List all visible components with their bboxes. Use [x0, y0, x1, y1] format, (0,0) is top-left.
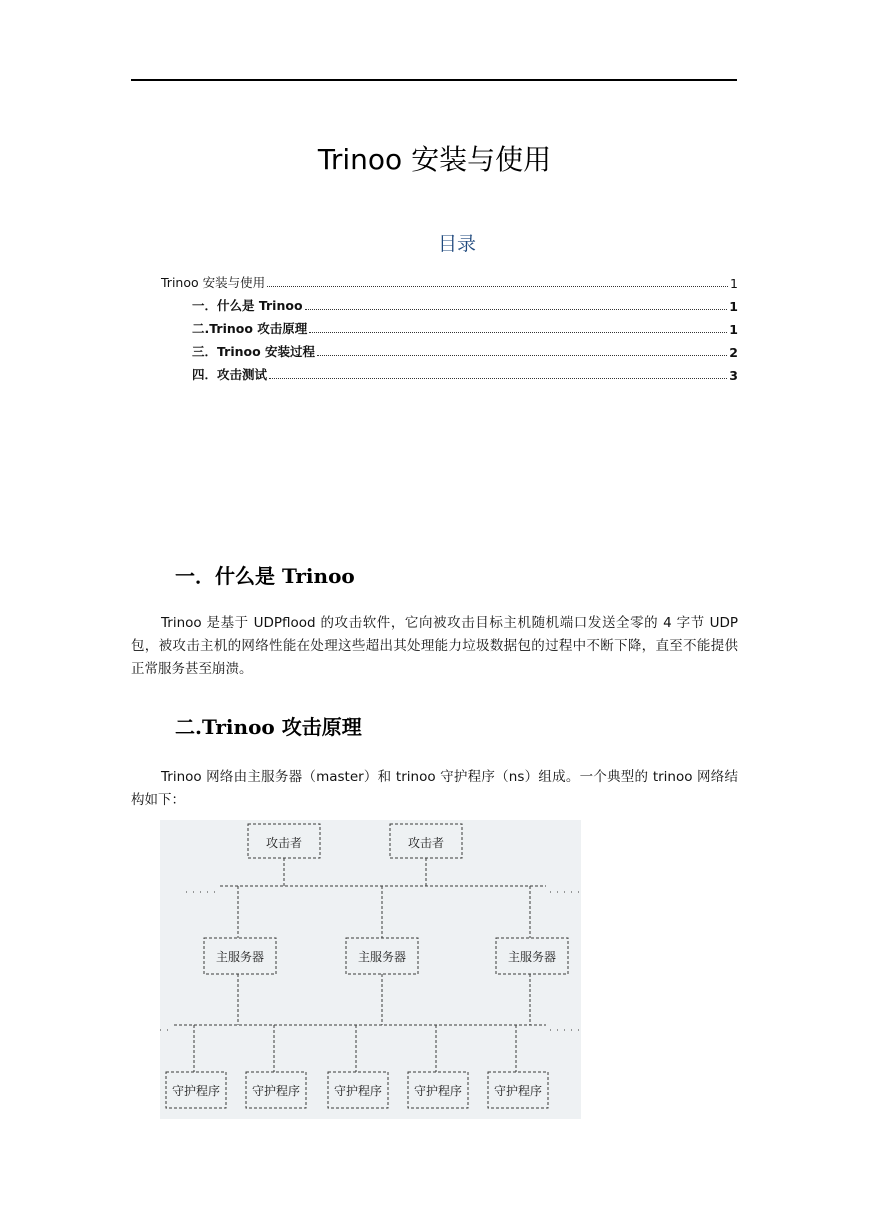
network-diagram-svg [160, 820, 581, 1119]
toc-entry-page: 1 [729, 299, 738, 314]
toc-entry-text: 三．Trinoo 安装过程 [192, 344, 316, 359]
attacker-label: 攻击者 [265, 836, 303, 850]
daemon-label: 守护程序 [413, 1084, 463, 1098]
toc-entry-page: 3 [729, 368, 738, 383]
toc-entry-text: Trinoo 安装与使用 [161, 275, 266, 290]
master-label: 主服务器 [507, 950, 557, 964]
daemon-label: 守护程序 [493, 1084, 543, 1098]
toc-entry[interactable] [161, 314, 738, 337]
page-title: Trinoo 安装与使用 [317, 143, 552, 176]
attacker-label: 攻击者 [407, 836, 445, 850]
toc-entry[interactable] [161, 268, 738, 291]
toc-entry[interactable] [161, 291, 738, 314]
diagram-lines [160, 824, 580, 1108]
master-label: 主服务器 [215, 950, 265, 964]
toc-heading: 目录 [437, 233, 476, 255]
toc-entry-text: 二.Trinoo 攻击原理 [192, 321, 308, 336]
network-diagram [160, 820, 581, 1119]
toc-leader [317, 355, 727, 356]
header-rule [131, 79, 737, 81]
section-paragraph: Trinoo 网络由主服务器（master）和 trinoo 守护程序（ns）组成。一个典型的 trinoo 网络结构如下： [131, 769, 738, 808]
toc-entry-page: 1 [729, 322, 738, 337]
daemon-label: 守护程序 [251, 1084, 301, 1098]
toc-entry-page: 2 [729, 345, 738, 360]
table-of-contents [161, 268, 738, 383]
daemon-label: 守护程序 [171, 1084, 221, 1098]
daemon-label: 守护程序 [333, 1084, 383, 1098]
toc-entry[interactable] [161, 337, 738, 360]
toc-entry-text: 一．什么是 Trinoo [192, 298, 303, 313]
section-heading: 二.Trinoo 攻击原理 [175, 715, 362, 739]
toc-entry[interactable] [161, 360, 738, 383]
toc-leader [269, 378, 727, 379]
master-label: 主服务器 [357, 950, 407, 964]
toc-leader [305, 309, 728, 310]
toc-leader [309, 332, 727, 333]
section-heading: 一．什么是 Trinoo [175, 564, 355, 588]
section-paragraph: Trinoo 是基于 UDPflood 的攻击软件，它向被攻击目标主机随机端口发送全零的 4 字节 UDP 包，被攻击主机的网络性能在处理这些超出其处理能力垃圾数据包的过程中不断下降，直至不能提供正常服务甚至崩溃。 [131, 615, 738, 677]
toc-leader [267, 286, 728, 287]
toc-entry-page: 1 [730, 276, 738, 291]
toc-entry-text: 四．攻击测试 [192, 367, 268, 382]
